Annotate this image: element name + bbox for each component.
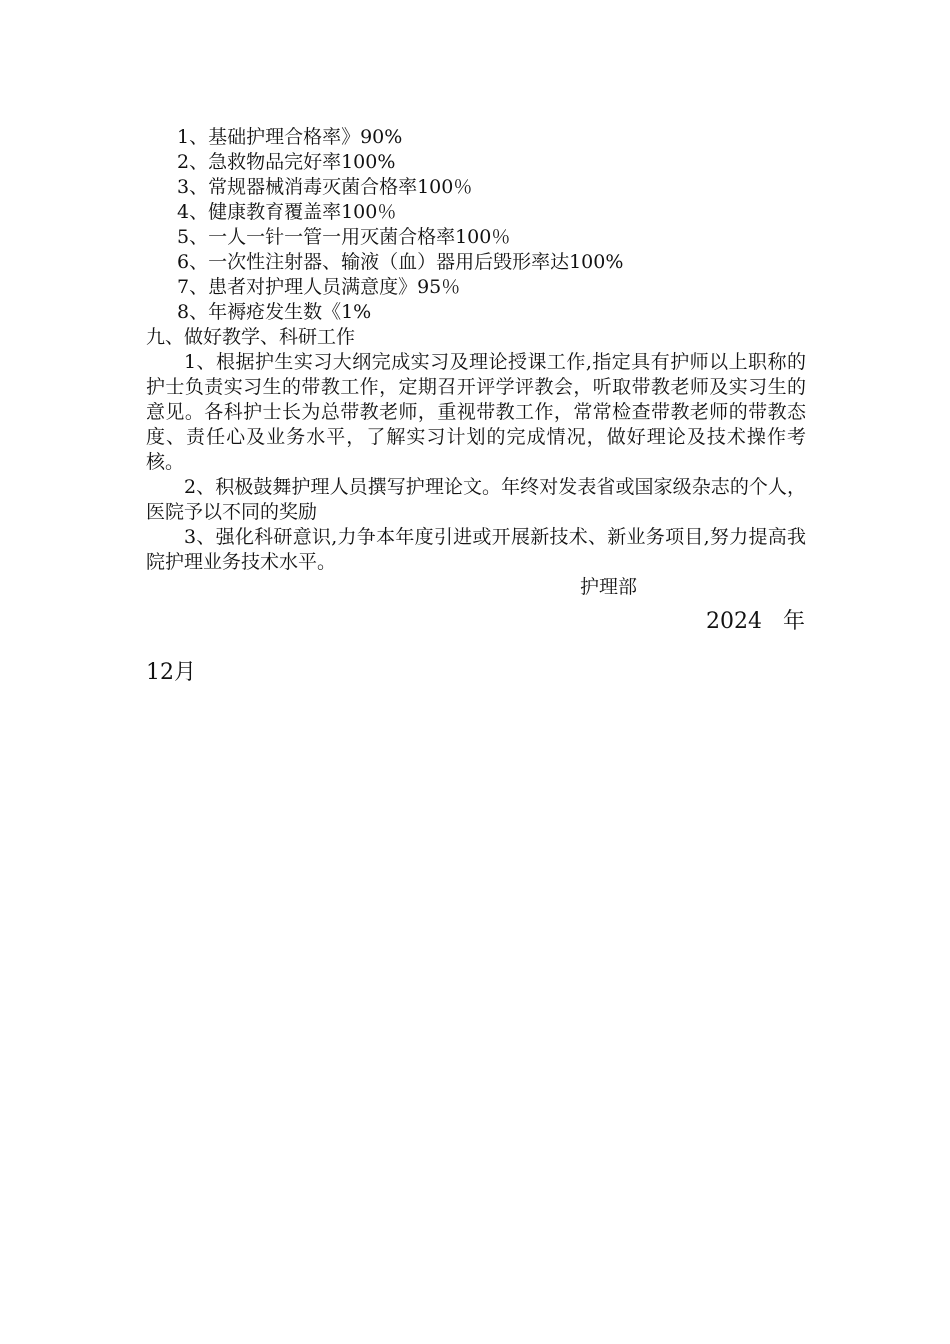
metric-item: 4、健康教育覆盖率100％ (177, 201, 397, 223)
signature-year-number: 2024 (706, 609, 762, 634)
metric-item: 6、一次性注射器、输液（血）器用后毁形率达100% (177, 251, 624, 273)
metric-item: 7、患者对护理人员满意度》95％ (177, 276, 461, 298)
signature-year (706, 608, 805, 636)
metric-item: 3、常规器械消毒灭菌合格率100％ (177, 176, 473, 198)
paragraph-papers: 2、积极鼓舞护理人员撰写护理论文。年终对发表省或国家级杂志的个人，医院予以不同的奖励 (146, 476, 806, 523)
metric-item: 8、年褥疮发生数《1% (177, 301, 372, 323)
section-heading: 九、做好教学、科研工作 (146, 326, 356, 348)
signature-year-unit: 年 (782, 609, 805, 634)
metric-item: 2、急救物品完好率100% (177, 151, 396, 173)
metric-item: 5、一人一针一管一用灭菌合格率100％ (177, 226, 511, 248)
signature-month: 12月 (146, 660, 196, 685)
paragraph-research: 3、强化科研意识,力争本年度引进或开展新技术、新业务项目,努力提高我院护理业务技术水平。 (146, 526, 806, 573)
paragraph-teaching: 1、根据护生实习大纲完成实习及理论授课工作,指定具有护师以上职称的护士负责实习生的带教工作，定期召开评学评教会，听取带教老师及实习生的意见。各科护士长为总带教老师，重视带教工作，常常检查带教老师的带教态度、责任心及业务水平，了解实习计划的完成情况，做好理论及技术操作考核。 (146, 351, 806, 473)
metric-item: 1、基础护理合格率》90% (177, 126, 403, 148)
signature-department: 护理部 (580, 576, 638, 598)
